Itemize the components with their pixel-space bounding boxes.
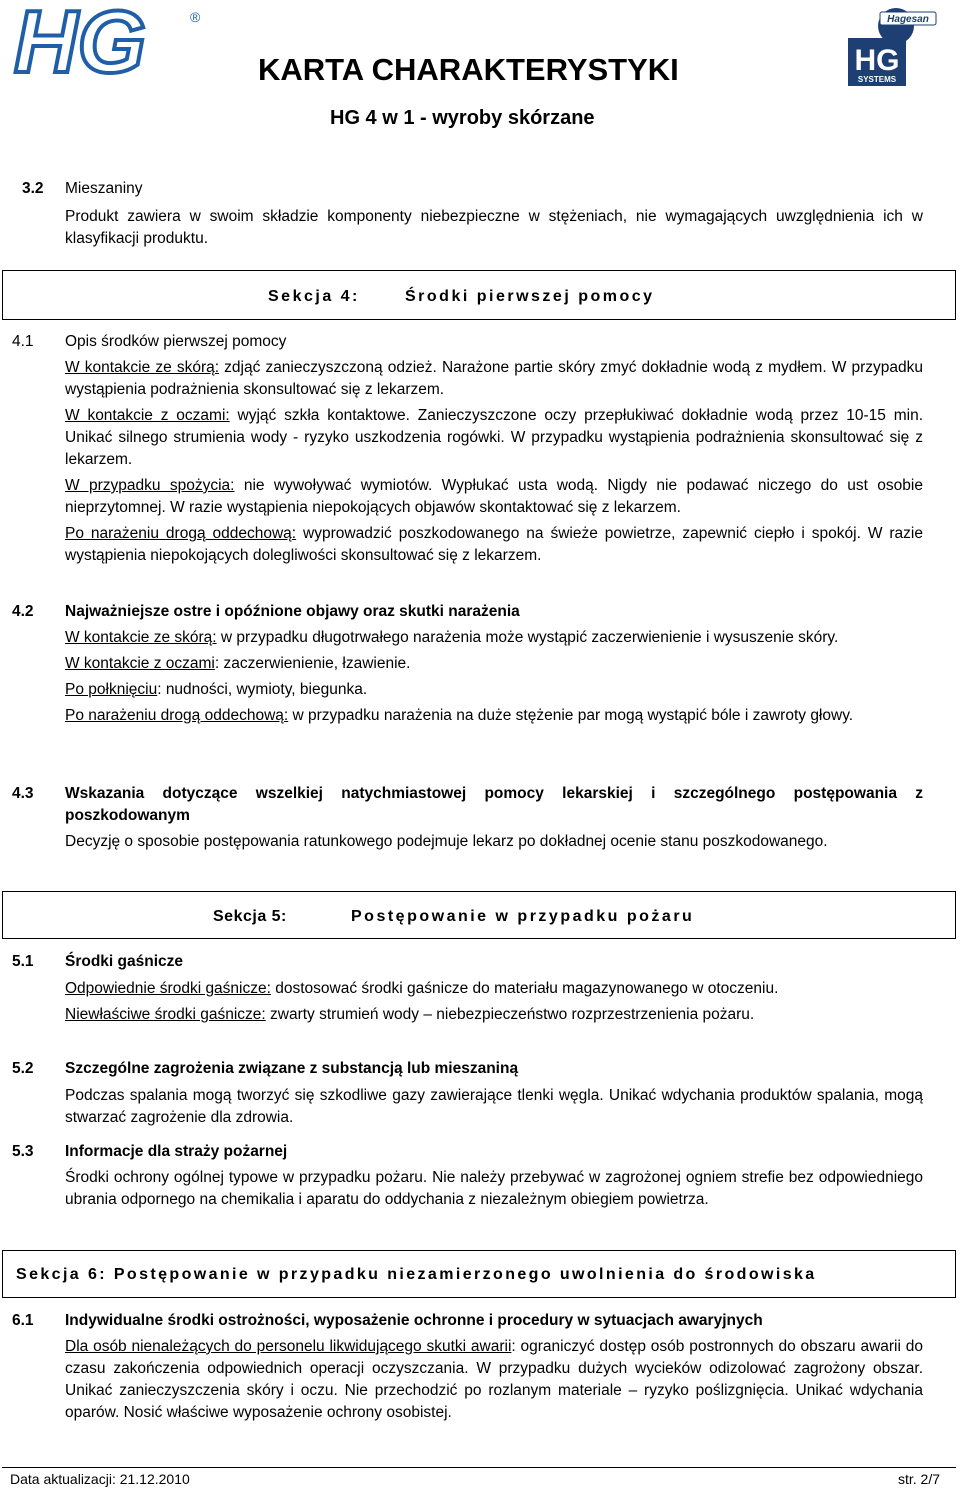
registered-mark: ® — [190, 9, 201, 25]
section-number: 4.2 — [12, 603, 34, 620]
skin-contact-text: zdjąć zanieczyszczoną odzież. Narażone partie skóry zmyć dokładnie wodą z mydłem. W przypadku wystąpienia podrażnienia skonsultować się z lekarzem. — [65, 359, 923, 398]
ingestion-paragraph — [65, 475, 923, 519]
section-heading: Mieszaniny — [65, 180, 143, 197]
section-heading: Opis środków pierwszej pomocy — [65, 333, 287, 350]
inhalation-label: Po narażeniu drogą oddechową: — [65, 525, 297, 542]
section-4-title: Środki pierwszej pomocy — [405, 288, 655, 305]
section-5-label: Sekcja 5: — [213, 908, 287, 925]
section-heading: Informacje dla straży pożarnej — [65, 1143, 288, 1160]
ingestion-text: nie wywoływać wymiotów. Wypłukać usta wodą. Nigdy nie podawać niczego do ust osobie nieprzytomnej. W razie wystąpienia niepokojących objawów skontaktować się z lekarzem. — [65, 477, 923, 516]
non-emergency-paragraph — [65, 1336, 923, 1424]
section-4-header — [2, 270, 956, 320]
hagesan-text: Hagesan — [887, 14, 929, 25]
document-title: KARTA CHARAKTERYSTYKI — [258, 52, 679, 87]
paragraph-text: Produkt zawiera w swoim składzie komponenty niebezpieczne w stężeniach, nie wymagających uwzględnienia ich w klasyfikacji produktu. — [65, 208, 923, 247]
section-number: 5.2 — [12, 1060, 34, 1077]
page-number: str. 2/7 — [897, 1471, 940, 1487]
section-5-title: Postępowanie w przypadku pożaru — [351, 908, 695, 925]
inhalation-paragraph — [65, 523, 923, 567]
eye-symptoms-label: W kontakcie z oczami — [65, 655, 215, 672]
section-number: 4.3 — [12, 785, 34, 802]
paragraph-text: Środki ochrony ogólnej typowe w przypadku pożaru. Nie należy przebywać w zagrożonej ogniem strefie bez odpowiedniego ubrania odpornego na chemikalia i aparatu do oddychania z niezależnym obiegiem powietrza. — [65, 1169, 923, 1208]
section-heading: Szczególne zagrożenia związane z substancją lub mieszaniną — [65, 1060, 519, 1077]
non-emergency-label: Dla osób nienależących do personelu likwidującego skutki awarii — [65, 1338, 512, 1355]
paragraph-text: Podczas spalania mogą tworzyć się szkodliwe gazy zawierające tlenki węgla. Unikać wdychania produktów spalania, mogą stwarzać zagrożenie dla zdrowia. — [65, 1087, 923, 1126]
paragraph — [65, 831, 923, 853]
section-number: 6.1 — [12, 1312, 34, 1329]
first-aid-paragraphs — [65, 357, 923, 567]
skin-symptoms-label: W kontakcie ze skórą: — [65, 629, 217, 646]
suitable-media-text: dostosować środki gaśnicze do materiału magazynowanego w otoczeniu. — [270, 980, 779, 997]
eye-contact-paragraph — [65, 405, 923, 471]
non-emergency-text: : ograniczyć dostęp osób postronnych do obszaru awarii do czasu zakończenia odpowiednich operacji oczyszczania. W przypadku dużych wycieków odizolować zagrożony obszar. Unikać zanieczyszczenia skóry i oczu. Nie przechodzić po rozlanym materiale – ryzyko poślizgnięcia. Unikać wdychania oparów. Nosić właściwe wyposażenie ochrony osobistej. — [65, 1338, 923, 1421]
paragraph — [65, 1336, 923, 1424]
unsuitable-media-label: Niewłaściwe środki gaśnicze: — [65, 1006, 266, 1023]
ingestion-label: W przypadku spożycia: — [65, 477, 235, 494]
paragraph — [65, 206, 923, 250]
section-number: 4.1 — [12, 333, 34, 350]
extinguishing-paragraphs — [65, 978, 923, 1026]
section-heading: Wskazania dotyczące wszelkiej natychmiastowej pomocy lekarskiej i szczególnego postępowania z poszkodowanym — [65, 785, 923, 824]
paragraph — [65, 1085, 923, 1129]
symptoms-paragraphs — [65, 627, 923, 727]
section-6-header — [2, 1250, 956, 1298]
eye-contact-text: wyjąć szkła kontaktowe. Zanieczyszczone oczy przepłukiwać dokładnie wodą przez 10-15 min. Unikać silnego strumienia wody - ryzyko uszkodzenia rogówki. W przypadku wystąpienia podrażnienia skonsultować się z lekarzem. — [65, 407, 923, 468]
hg-logo-text: HG — [14, 0, 146, 82]
section-4-label: Sekcja 4: — [268, 288, 360, 305]
inhalation-symptoms-label: Po narażeniu drogą oddechową: — [65, 707, 289, 724]
eye-symptoms-text: : zaczerwienienie, łzawienie. — [214, 655, 411, 672]
suitable-media-paragraph — [65, 978, 923, 1000]
ingestion-symptoms-paragraph — [65, 679, 923, 701]
hg-systems-logo — [840, 4, 950, 90]
hg-mark-text: HG — [854, 44, 900, 77]
ingestion-symptoms-label: Po połknięciu — [65, 681, 158, 698]
section-heading: Indywidualne środki ostrożności, wyposażenie ochronne i procedury w sytuacjach awaryjnych — [65, 1312, 763, 1329]
ingestion-symptoms-text: : nudności, wymioty, biegunka. — [157, 681, 368, 698]
section-6-title: Sekcja 6: Postępowanie w przypadku niezamierzonego uwolnienia do środowiska — [16, 1266, 817, 1283]
inhalation-symptoms-paragraph — [65, 705, 923, 727]
section-5-header — [2, 891, 956, 939]
eye-symptoms-paragraph — [65, 653, 923, 675]
document-subtitle: HG 4 w 1 - wyroby skórzane — [330, 107, 595, 129]
suitable-media-label: Odpowiednie środki gaśnicze: — [65, 980, 271, 997]
skin-contact-paragraph — [65, 357, 923, 401]
hg-logo — [8, 0, 208, 82]
paragraph-text: Decyzję o sposobie postępowania ratunkowego podejmuje lekarz po dokładnej ocenie stanu poszkodowanego. — [65, 833, 828, 850]
systems-text: SYSTEMS — [857, 75, 897, 84]
eye-contact-label: W kontakcie z oczami: — [65, 407, 230, 424]
paragraph — [65, 1167, 923, 1211]
skin-contact-label: W kontakcie ze skórą: — [65, 359, 220, 376]
unsuitable-media-paragraph — [65, 1004, 923, 1026]
section-number: 5.1 — [12, 953, 34, 970]
inhalation-text: wyprowadzić poszkodowanego na świeże powietrze, zapewnić ciepło i spokój. W razie wystąpienia niepokojących dolegliwości skonsultować się z lekarzem. — [65, 525, 923, 564]
skin-symptoms-paragraph — [65, 627, 923, 649]
section-number: 3.2 — [22, 180, 44, 197]
section-heading: Najważniejsze ostre i opóźnione objawy oraz skutki narażenia — [65, 603, 520, 620]
update-date: Data aktualizacji: 21.12.2010 — [10, 1471, 190, 1487]
skin-symptoms-text: w przypadku długotrwałego narażenia może wystąpić zaczerwienienie i wysuszenie skóry. — [216, 629, 839, 646]
section-heading: Środki gaśnicze — [65, 953, 184, 970]
section-number: 5.3 — [12, 1143, 34, 1160]
inhalation-symptoms-text: w przypadku narażenia na duże stężenie par mogą wystąpić bóle i zawroty głowy. — [288, 707, 854, 724]
unsuitable-media-text: zwarty strumień wody – niebezpieczeństwo rozprzestrzenienia pożaru. — [265, 1006, 755, 1023]
